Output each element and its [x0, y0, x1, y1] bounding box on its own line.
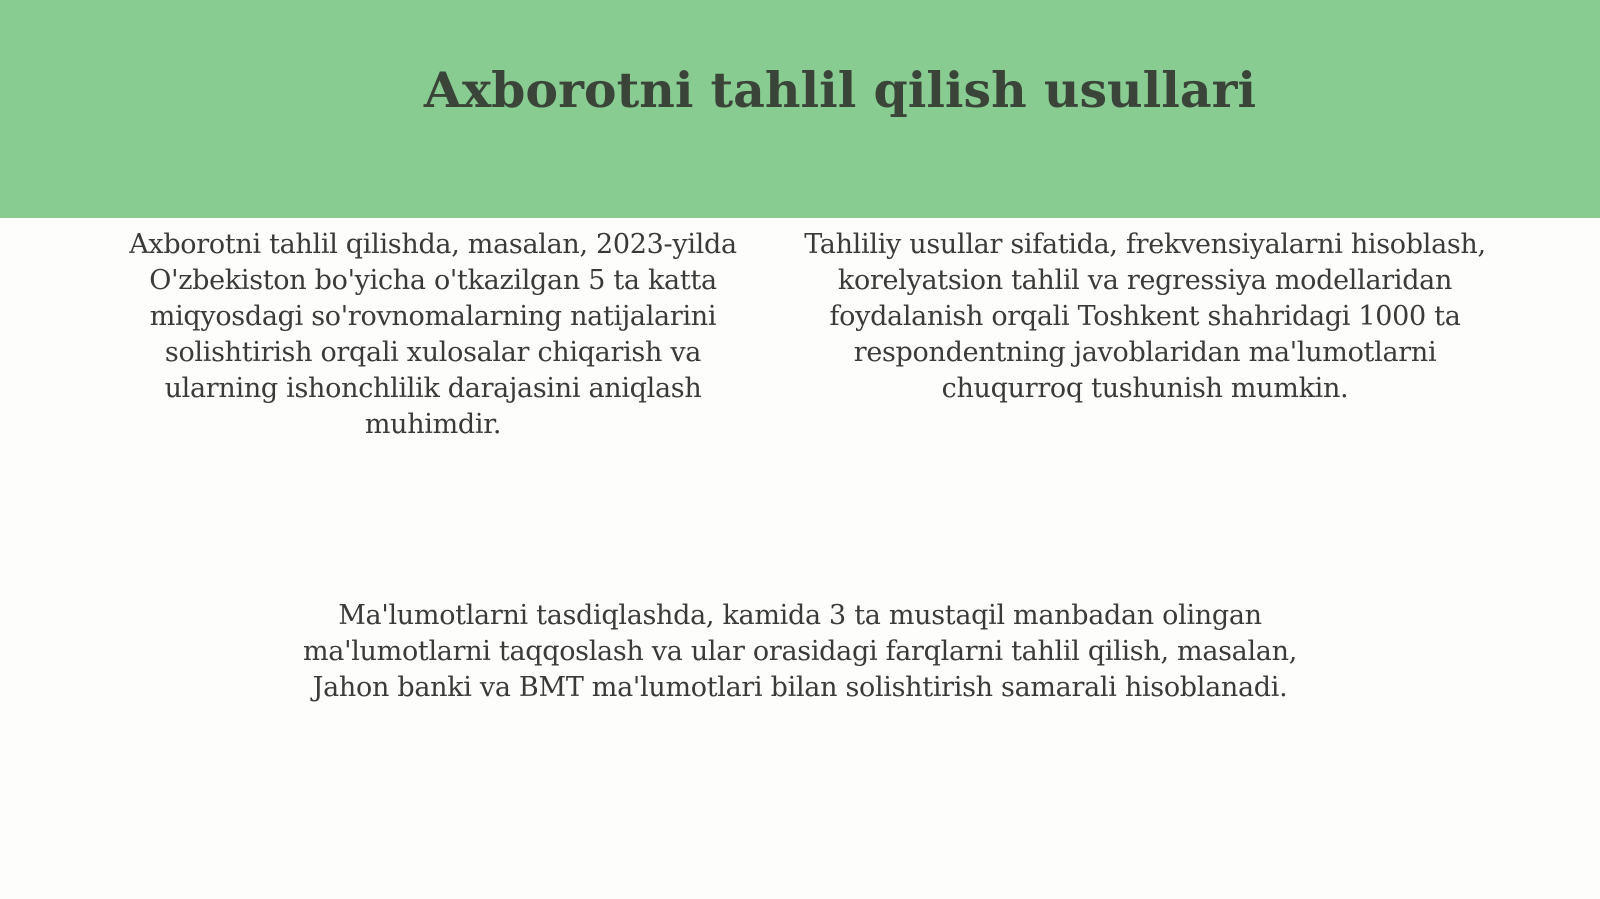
- slide-title: Axborotni tahlil qilish usullari: [423, 61, 1257, 119]
- paragraph-analytical-methods: Tahliliy usullar sifatida, frekvensiyalarni hisoblash, korelyatsion tahlil va regressiya modellaridan foydalanish orqali Toshkent shahridagi 1000 ta respondentning javoblaridan ma'lumotlarni chuqurroq tushunish mumkin.: [804, 229, 1486, 404]
- paragraph-data-verification: Ma'lumotlarni tasdiqlashda, kamida 3 ta mustaqil manbadan olingan ma'lumotlarni taqqoslash va ular orasidagi farqlarni tahlil qilish, masalan, Jahon banki va BMT ma'lumotlari bilan solishtirish samarali hisoblanadi.: [303, 600, 1297, 703]
- paragraph-survey-comparison: Axborotni tahlil qilishda, masalan, 2023-yilda O'zbekiston bo'yicha o'tkazilgan 5 ta katta miqyosdagi so'rovnomalarning natijalarini solishtirish orqali xulosalar chiqarish va ularning ishonchlilik darajasini aniqlash muhimdir.: [129, 229, 737, 440]
